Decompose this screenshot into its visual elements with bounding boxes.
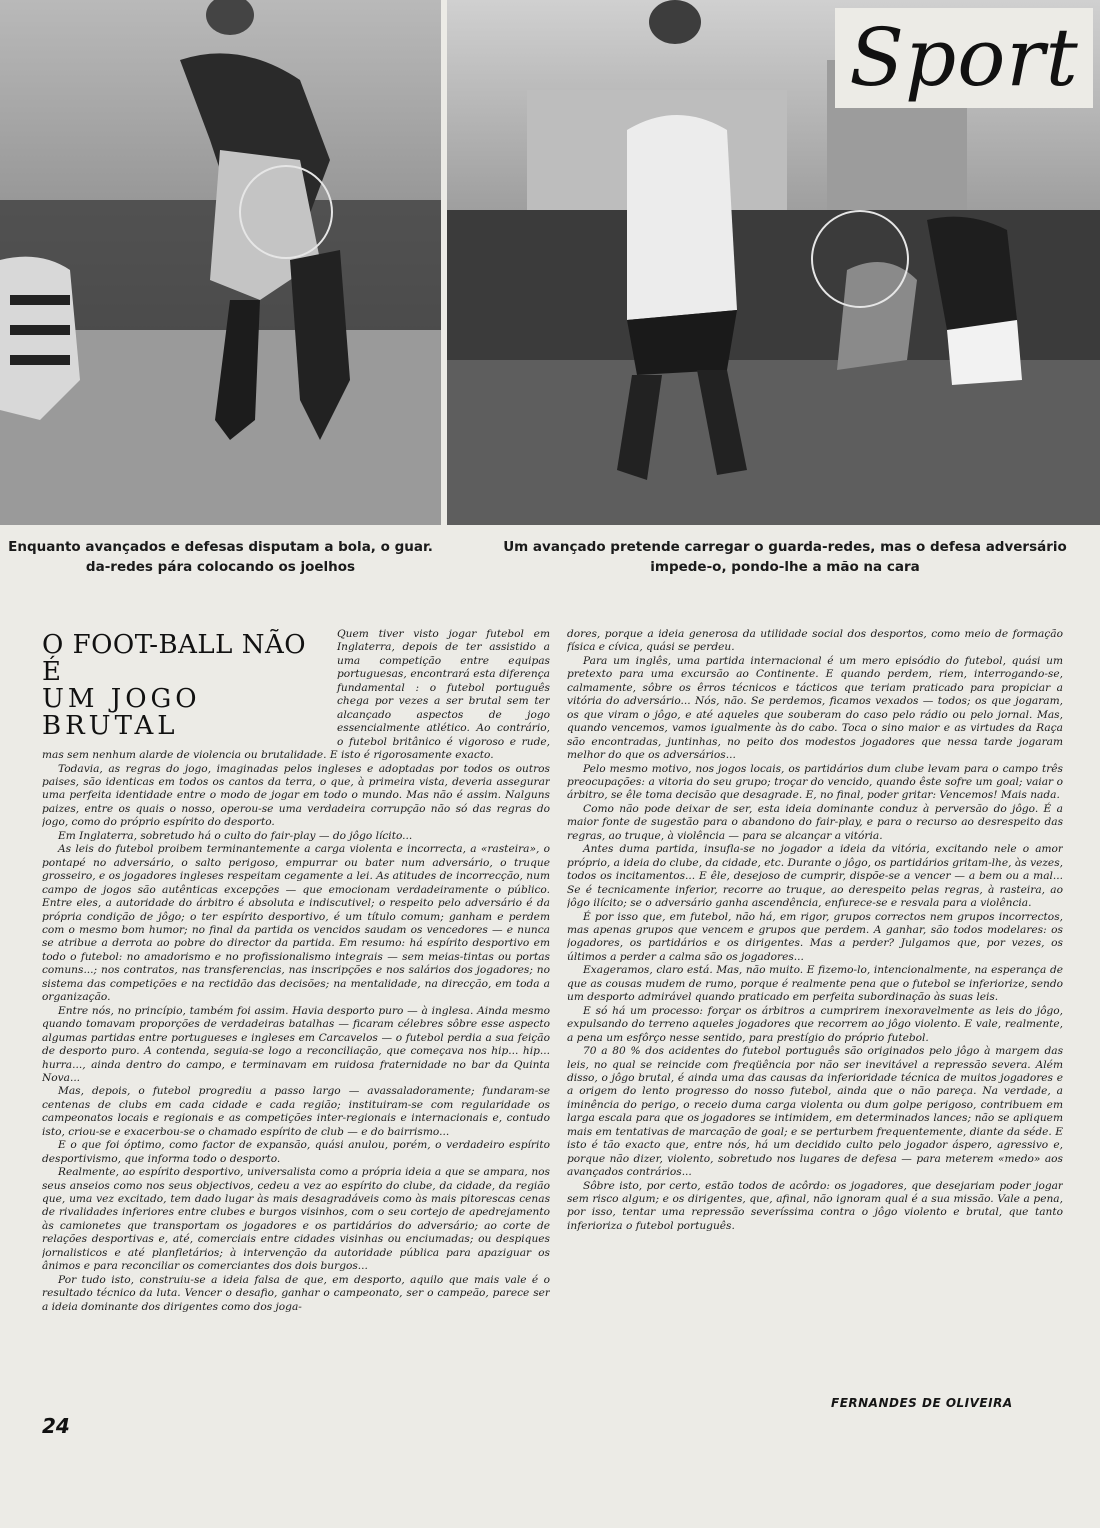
paragraph: Para um inglês, uma partida internacional é um mero episódio do futebol, quási um pretexto para uma excursão ao Continente. E quando perdem, riem, interrogando-se, calmamente, sôbre os êrros técnicos e tácticos que teriam praticado para propiciar a vitória do adversário... Nós, não. Se perdemos, ficamos vexados — todos; os que jogaram, os que viram o jôgo, e até aqueles que souberam do caso pelo rádio ou pelo jornal. Mas, quando vencemos, vamos igualmente às do cabo. Toca o sino maior e as virtudes da Raça são encontradas, juntinhas, no peito dos modestos jogadores que nessa tarde jogaram melhor do que os adversários... (567, 654, 1063, 762)
paragraph: 70 a 80 % dos acidentes do futebol português são originados pelo jôgo à margem das leis, no qual se reincide com freqüência por não ser inevitável a repressão severa. Além disso, o jôgo brutal, é ainda uma das causas da inferioridade técnica de muitos jogadores e a origem do lento progresso do nosso futebol, ainda que o não pareça. Na verdade, a iminência do perigo, o receio duma carga violenta ou dum golpe perigoso, contribuem em larga escala para que os jogadores se intimidem, em determinados lances; não se apliquem mais em tentativas de marcação de goal; e se perturbem frequentemente, diante da séde. E isto é tão exacto que, entre nós, há um decidido culto pelo jogador áspero, agressivo e, porque não dizer, violento, sobretudo nos lugares de defesa — para meterem «medo» aos avançados contrários... (567, 1045, 1063, 1179)
article-column-left (42, 628, 550, 1418)
paragraph: Entre nós, no princípio, também foi assim. Havia desporto puro — à inglesa. Ainda mesmo quando tomavam proporções de verdadeiras batalhas — ficaram célebres sôbre esse aspecto algumas partidas entre portugueses e ingleses em Carcavelos — o futebol perdia a sua feição de desporto puro. A contenda, seguia-se logo a reconciliação, que começava nos hip... hip... hurra..., ainda dentro do campo, e terminavam em ruidosa fraternidade no bar da Quinta Nova... (42, 1004, 550, 1084)
photo-caption-right: Um avançado pretende carregar o guarda-redes, mas o defesa adversário impede-o, pondo-lhe a mão na cara (503, 539, 1067, 575)
paragraph: Mas, depois, o futebol progrediu a passo largo — avassaladoramente; fundaram-se centenas de clubs em cada cidade e cada região; instituiram-se com regularidade os campeonatos locais e regionais e as competições inter-regionais e internacionais e, contudo isto, criou-se e exacerbou-se o chamado espírito de club — e do bairrismo... (42, 1085, 550, 1138)
paragraph: E só há um processo: forçar os árbitros a cumprirem inexoravelmente as leis do jôgo, expulsando do terreno aqueles jogadores que recorrem ao jôgo violento. E vale, realmente, a pena um esfôrço nesse sentido, para prestígio do próprio futebol. (567, 1004, 1063, 1044)
paragraph: dores, porque a ideia generosa da utilidade social dos desportos, como meio de formação física e cívica, quási se perdeu. (567, 628, 1063, 654)
paragraph: Quem tiver visto jogar futebol em Inglaterra, depois de ter assistido a uma competição entre equipas portuguesas, encontrará esta diferença fundamental : o futebol português chega por vezes a ser brutal sem ter alcançado aspectos de jogo essencialmente atlético. Ao contrário, o futebol britânico é vigoroso e rude, mas sem nenhum alarde de violencia ou brutalidade. E isto é rigorosamente exacto. (42, 628, 550, 762)
paragraph: As leis do futebol proibem terminantemente a carga violenta e incorrecta, a «rasteira», o pontapé no adversário, o salto perigoso, empurrar ou bater num adversário, o truque grosseiro, e os jogadores ingleses respeitam cegamente a lei. As atitudes de incorrecção, num campo de jogos são autênticas excepções — que emocionam verdadeiramente o público. Entre eles, a autoridade do árbitro é absoluta e indiscutivel; o respeito pelo adversário é da própria condição de jôgo; o ter espírito desportivo, é um título comum; ganham e perdem com o mesmo bom humor; no final da partida os vencidos saudam os vencedores — e nunca se atribue a derrota ao pobre do director da partida. Em resumo: há espírito desportivo em todo o futebol: no amadorismo e no profissionalismo integrais — sem meias-tintas ou portas comuns...; nos contratos, nas transferencias, nas inscripções e nos salários dos jogadores; no sistema das competições e na rectidão das decisões; na mentalidade, na direcção, em toda a organização. (42, 843, 550, 1004)
paragraph: Todavia, as regras do jogo, imaginadas pelos ingleses e adoptadas por todos os outros paises, são identicas em todos os cantos da terra, o que, à primeira vista, deveria assegurar uma perfeita identidade entre o modo de jogar em todo o mundo. Mas não é assim. Nalguns paizes, entre os quais o nosso, operou-se uma verdadeira corrupção não só das regras do jogo, como do próprio espírito do desporto. (42, 762, 550, 829)
paragraph: Em Inglaterra, sobretudo há o culto do fair-play — do jôgo lícito... (58, 829, 413, 842)
paragraph: Por tudo isto, construiu-se a ideia falsa de que, em desporto, aquilo que mais vale é o resultado técnico da luta. Vencer o desafio, ganhar o campeonato, ser o campeão, parece ser a ideia dominante dos dirigentes como dos joga- (42, 1273, 550, 1313)
photo-caption-left: Enquanto avançados e defesas disputam a bola, o guar. da-redes pára colocando os joelhos (8, 539, 433, 575)
page-number: 24 (42, 1414, 70, 1438)
article-column-right (567, 628, 1063, 1418)
paragraph: Realmente, ao espírito desportivo, universalista como a própria ideia a que se ampara, nos seus anseios como nos seus objectivos, cedeu a vez ao espírito do clube, da cidade, da região que, uma vez excitado, tem dado lugar às mais desagradáveis como às mais pitorescas cenas de rivalidades inferiores entre clubes e burgos visinhos, com o seu cortejo de apedrejamento às camionetes que transportam os jogadores e os partidários do adversário; ao corte de relações desportivas e, até, comerciais entre cidades visinhas ou enciumadas; ou despiques jornalisticos e até planfletários; à intervenção da autoridade pública para apaziguar os ânimos e para reconciliar os comerciantes dos dois burgos... (42, 1166, 550, 1273)
paragraph: É por isso que, em futebol, não há, em rigor, grupos correctos nem grupos incorrectos, mas apenas grupos que vencem e grupos que perdem. A ganhar, são todos modelares: os jogadores, os partidários e os dirigentes. Mas a perder? Julgamos que, por vezes, os últimos a perder a calma são os jogadores... (567, 910, 1063, 963)
section-masthead: Sport (835, 8, 1093, 108)
football-photo-left (0, 0, 441, 525)
headline-line-1: O FOOT-BALL NÃO É (42, 630, 307, 687)
author-byline: FERNANDES DE OLIVEIRA (831, 1396, 1013, 1410)
paragraph: Exageramos, claro está. Mas, não muito. E fizemo-lo, intencionalmente, na esperança de que as cousas mudem de rumo, porque é realmente pena que o futebol se inferiorize, sendo um desporto admirável quando praticado em perfeita subordinação às suas leis. (567, 964, 1063, 1004)
photo-goalkeeper-knees (0, 0, 441, 525)
headline-line-2: UM JOGO BRUTAL (42, 684, 201, 741)
paragraph: Sôbre isto, por certo, estão todos de acôrdo: os jogadores, que desejariam poder jogar sem risco algum; e os dirigentes, que, afinal, não ignoram qual é a sua missão. Vale a pena, por isso, tentar uma repressão severíssima contra o jôgo violento e brutal, que tanto inferioriza o futebol português. (567, 1179, 1063, 1232)
paragraph: Como não pode deixar de ser, esta ideia dominante conduz à perversão do jôgo. É a maior fonte de sugestão para o abandono do fair-play, e para o recurso ao desrespeito das regras, ao truque, à violência — para se alcançar a vitória. (567, 802, 1063, 842)
article-body-right (567, 628, 1063, 1233)
paragraph: Pelo mesmo motivo, nos jogos locais, os partidários dum clube levam para o campo três preocupações: a vitoria do seu grupo; troçar do vencido, quando êste sofre um goal; vaiar o árbitro, se êle toma decisão que desagrade. E, no final, poder gritar: Vencemos! Mais nada. (567, 762, 1063, 802)
paragraph: E o que foi óptimo, como factor de expansão, quási anulou, porém, o verdadeiro espírito desportivismo, que informa todo o desporto. (42, 1139, 550, 1165)
paragraph: Antes duma partida, insufla-se no jogador a ideia da vitória, excitando nele o amor próprio, a ideia do clube, da cidade, etc. Durante o jôgo, os partidários gritam-lhe, às vezes, todos os incitamentos... E êle, desejoso de cumprir, dispõe-se a vencer — a bem ou a mal... Se é tecnicamente inferior, recorre ao truque, ao derespeito pelas regras, à rasteira, ao jôgo ilícito; se o adversário ganha ascendência, enfurece-se e resvala para a violência. (567, 843, 1063, 910)
article-headline (42, 632, 327, 740)
